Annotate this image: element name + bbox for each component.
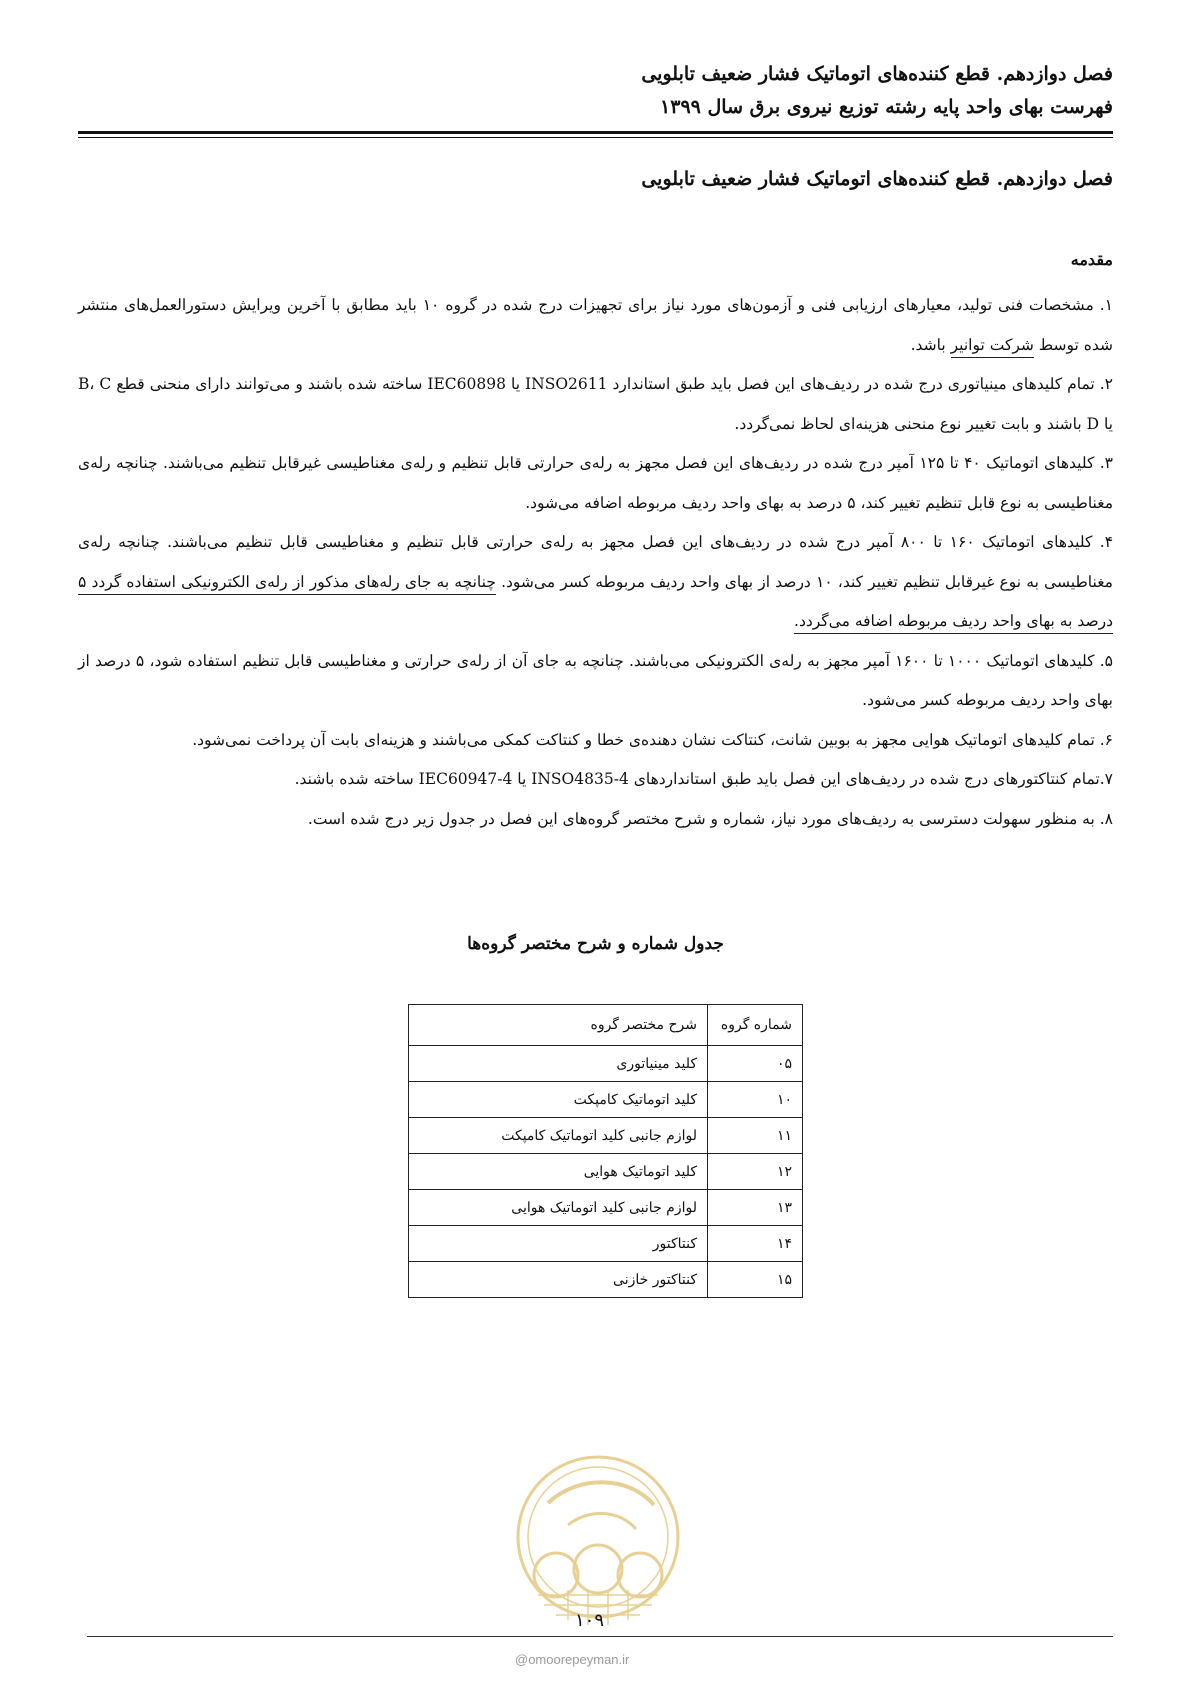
section-heading: مقدمه	[1070, 250, 1113, 269]
group-description-cell: لوازم جانبی کلید اتوماتیک هوایی	[409, 1190, 708, 1226]
page-number: ۱۰۹	[575, 1610, 605, 1631]
table-title: جدول شماره و شرح مختصر گروه‌ها	[467, 934, 724, 954]
running-header	[78, 58, 1113, 124]
group-number-cell: ۱۱	[708, 1118, 803, 1154]
column-header-group-description: شرح مختصر گروه	[409, 1005, 708, 1046]
paragraph-1-underlined: شرکت توانیر	[951, 336, 1034, 358]
column-header-group-number: شماره گروه	[708, 1005, 803, 1046]
paragraph-5: ۵. کلیدهای اتوماتیک ۱۰۰۰ تا ۱۶۰۰ آمپر مجهز به رله‌ی الکترونیکی می‌باشند. چنانچه به جای آن از رله‌ی حرارتی و مغناطیسی قابل تنظیم استفاده شود، ۵ درصد از بهای واحد ردیف مربوطه کسر می‌شود.	[78, 651, 1113, 709]
paragraph-4-text: ۴. کلیدهای اتوماتیک ۱۶۰ تا ۸۰۰ آمپر درج شده در ردیف‌های این فصل مجهز به رله‌ی حرارتی قابل تنظیم و مغناطیسی قابل تنظیم می‌باشند. چنانچه رله‌ی مغناطیسی به نوع غیرقابل تنظیم تغییر کند، ۱۰ درصد از بهای واحد ردیف مربوطه کسر می‌شود.	[78, 533, 1114, 591]
table-row	[409, 1190, 803, 1226]
paragraph-1	[78, 286, 1113, 365]
header-price-list-title: فهرست بهای واحد پایه رشته توزیع نیروی برق سال ۱۳۹۹	[660, 96, 1113, 118]
paragraph-4	[78, 523, 1113, 642]
watermark-seal	[508, 1445, 688, 1635]
chapter-title: فصل دوازدهم. قطع کننده‌های اتوماتیک فشار ضعیف تابلویی	[641, 168, 1113, 190]
group-description-cell: کلید اتوماتیک کامپکت	[409, 1082, 708, 1118]
table-row	[409, 1118, 803, 1154]
table-row	[409, 1082, 803, 1118]
group-number-cell: ۱۵	[708, 1262, 803, 1298]
paragraph-6: ۶. تمام کلیدهای اتوماتیک هوایی مجهز به بوبین شانت، کنتاکت نشان دهنده‌ی خطا و کنتاکت کمکی می‌باشند و هزینه‌ای بابت آن پرداخت نمی‌شود.	[192, 730, 1113, 749]
paragraph-2: ۲. تمام کلیدهای مینیاتوری درج شده در ردیف‌های این فصل باید طبق استاندارد INSO2611 یا IEC60898 ساخته شده باشند و می‌توانند دارای منحنی قطع B، C یا D باشند و بابت تغییر نوع منحنی هزینه‌ای لحاظ نمی‌گردد.	[78, 375, 1113, 433]
table-row	[409, 1262, 803, 1298]
group-number-cell: ۰۵	[708, 1046, 803, 1082]
group-description-cell: لوازم جانبی کلید اتوماتیک کامپکت	[409, 1118, 708, 1154]
group-description-cell: کلید اتوماتیک هوایی	[409, 1154, 708, 1190]
table-row	[409, 1226, 803, 1262]
paragraph-8: ۸. به منظور سهولت دسترسی به ردیف‌های مورد نیاز، شماره و شرح مختصر گروه‌های این فصل در جدول زیر درج شده است.	[307, 809, 1113, 828]
group-number-cell: ۱۰	[708, 1082, 803, 1118]
table-row	[409, 1154, 803, 1190]
group-description-cell: کنتاکتور	[409, 1226, 708, 1262]
groups-table	[408, 1004, 803, 1298]
paragraph-3: ۳. کلیدهای اتوماتیک ۴۰ تا ۱۲۵ آمپر درج شده در ردیف‌های این فصل مجهز به رله‌ی حرارتی قابل تنظیم و رله‌ی مغناطیسی غیرقابل تنظیم می‌باشند. چنانچه رله‌ی مغناطیسی به نوع قابل تنظیم تغییر کند، ۵ درصد به بهای واحد ردیف مربوطه اضافه می‌شود.	[78, 454, 1113, 512]
header-chapter-title: فصل دوازدهم. قطع کننده‌های اتوماتیک فشار ضعیف تابلویی	[641, 63, 1113, 85]
paragraph-1-end: باشد.	[910, 335, 951, 354]
group-number-cell: ۱۳	[708, 1190, 803, 1226]
group-description-cell: کنتاکتور خازنی	[409, 1262, 708, 1298]
paragraph-1-text: ۱. مشخصات فنی تولید، معیارهای ارزیابی فنی و آزمون‌های مورد نیاز برای تجهیزات درج شده در گروه ۱۰ باید مطابق با آخرین ویرایش دستورالعمل‌های منتشر شده توسط	[78, 296, 1113, 354]
header-rule-thick	[78, 131, 1113, 134]
paragraph-4-underlined: چنانچه به جای رله‌های مذکور از رله‌ی الکترونیکی استفاده گردد ۵ درصد به بهای واحد ردیف مربوطه اضافه می‌گردد.	[78, 573, 1113, 635]
group-number-cell: ۱۴	[708, 1226, 803, 1262]
table-row	[409, 1046, 803, 1082]
group-number-cell: ۱۲	[708, 1154, 803, 1190]
introduction-paragraphs	[78, 286, 1113, 839]
seal-emblem-icon	[508, 1445, 688, 1635]
header-rule-thin	[78, 137, 1113, 138]
footer-rule	[87, 1636, 1113, 1637]
paragraph-7: ۷.تمام کنتاکتورهای درج شده در ردیف‌های این فصل باید طبق استانداردهای INSO4835-4 یا IEC60947-4 ساخته شده باشند.	[294, 770, 1113, 788]
group-description-cell: کلید مینیاتوری	[409, 1046, 708, 1082]
table-header-row	[409, 1005, 803, 1046]
watermark-website: @omoorepeyman.ir	[515, 1652, 630, 1667]
